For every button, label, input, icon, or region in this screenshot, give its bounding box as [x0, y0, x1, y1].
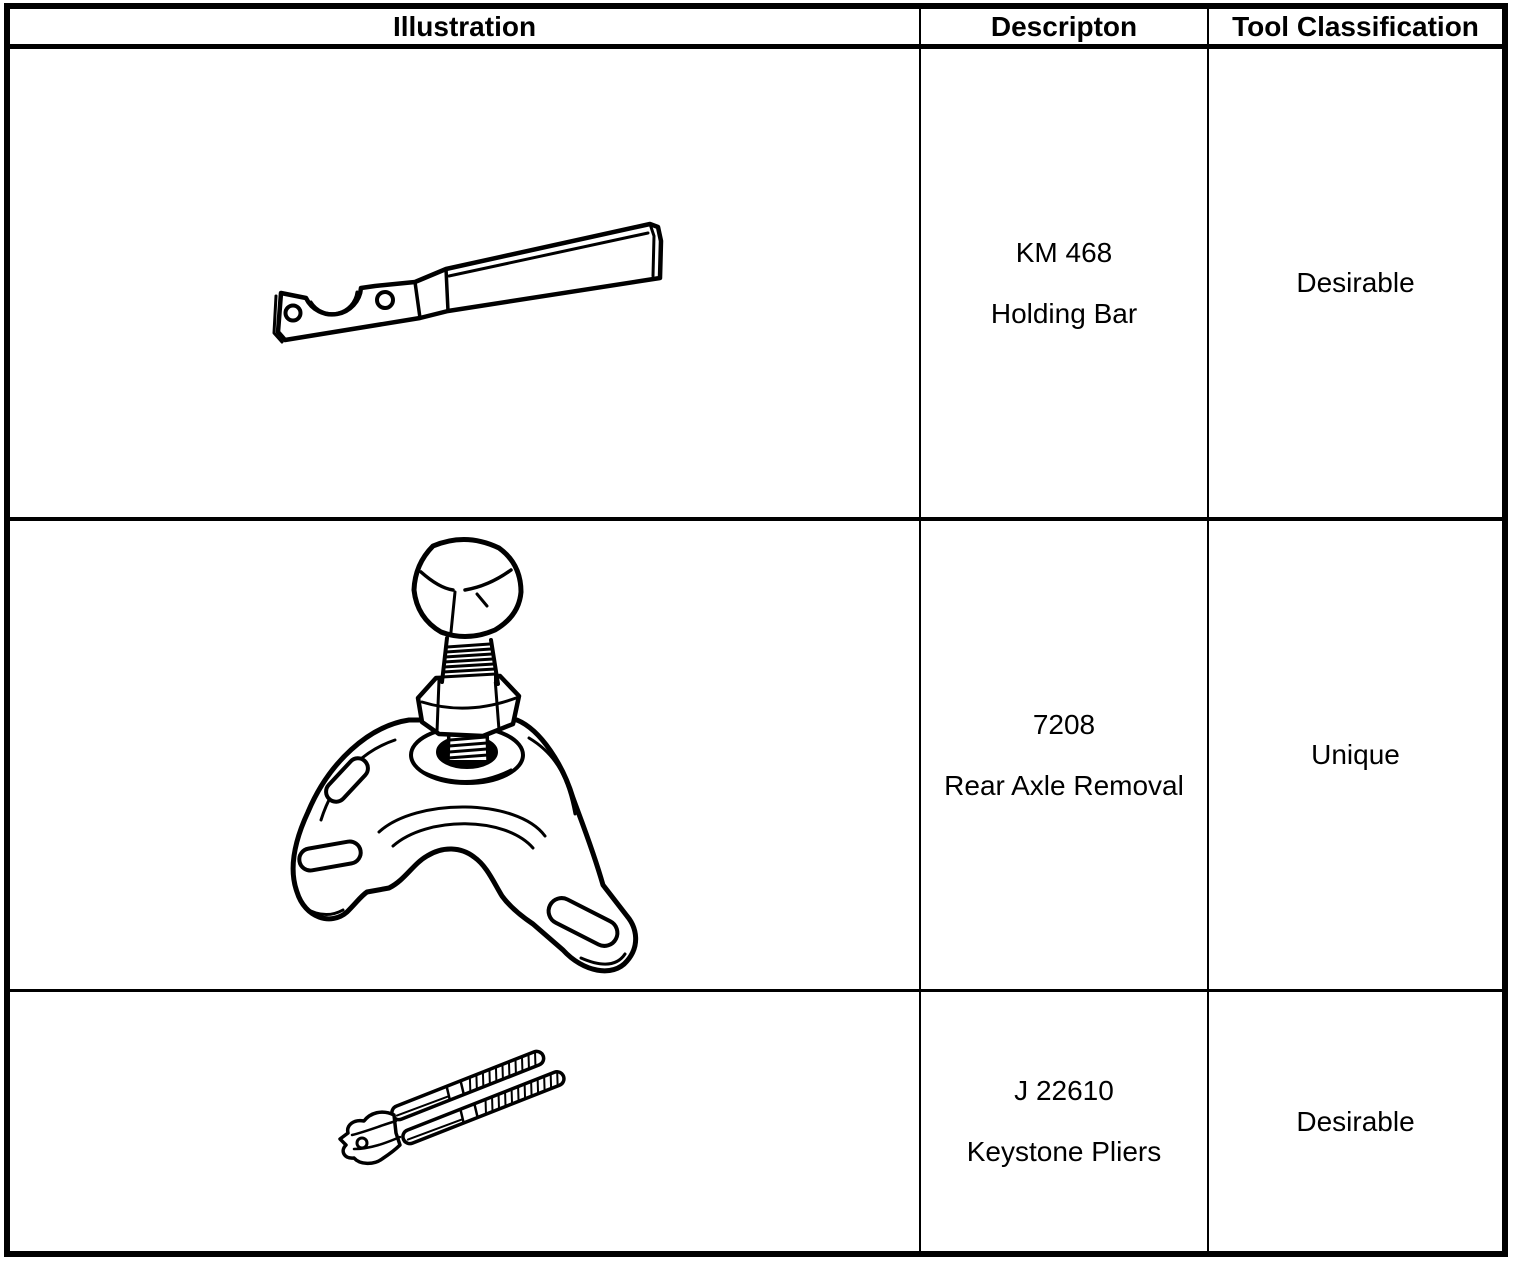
classification-value: Desirable: [1296, 267, 1415, 298]
column-header-illustration: [10, 9, 921, 49]
keystone-pliers-illustration: [330, 1029, 600, 1189]
column-header-description-label: Descripton: [990, 10, 1138, 42]
table-row-1-classification-cell: [1209, 49, 1502, 521]
table-row-1-illustration-cell: [10, 49, 921, 521]
table-row-1-description-cell: [921, 49, 1209, 521]
classification-value: Desirable: [1296, 1105, 1415, 1137]
table-row-3-classification-cell: [1209, 992, 1502, 1251]
tool-code: KM 468: [1015, 236, 1113, 268]
special-tools-table: [4, 3, 1508, 1257]
table-row-2-classification-cell: [1209, 521, 1502, 992]
table-row-2-description-cell: [921, 521, 1209, 992]
column-header-illustration-label: Illustration: [392, 10, 537, 42]
column-header-description: [921, 9, 1209, 49]
table-row-3-illustration-cell: [10, 992, 921, 1251]
column-header-classification-label: Tool Classification: [1232, 10, 1479, 42]
table-row-3-description-cell: [921, 992, 1209, 1251]
tool-name: Keystone Pliers: [966, 1136, 1162, 1167]
tool-code: J 22610: [1014, 1075, 1114, 1106]
classification-value: Unique: [1311, 739, 1400, 770]
tool-name: Rear Axle Removal: [944, 769, 1184, 801]
tool-code: 7208: [1032, 708, 1096, 740]
column-header-classification: [1209, 9, 1502, 49]
tool-name: Holding Bar: [990, 297, 1138, 329]
holding-bar-illustration: [265, 216, 665, 351]
rear-axle-removal-tool-illustration: [281, 530, 701, 980]
table-row-2-illustration-cell: [10, 521, 921, 992]
